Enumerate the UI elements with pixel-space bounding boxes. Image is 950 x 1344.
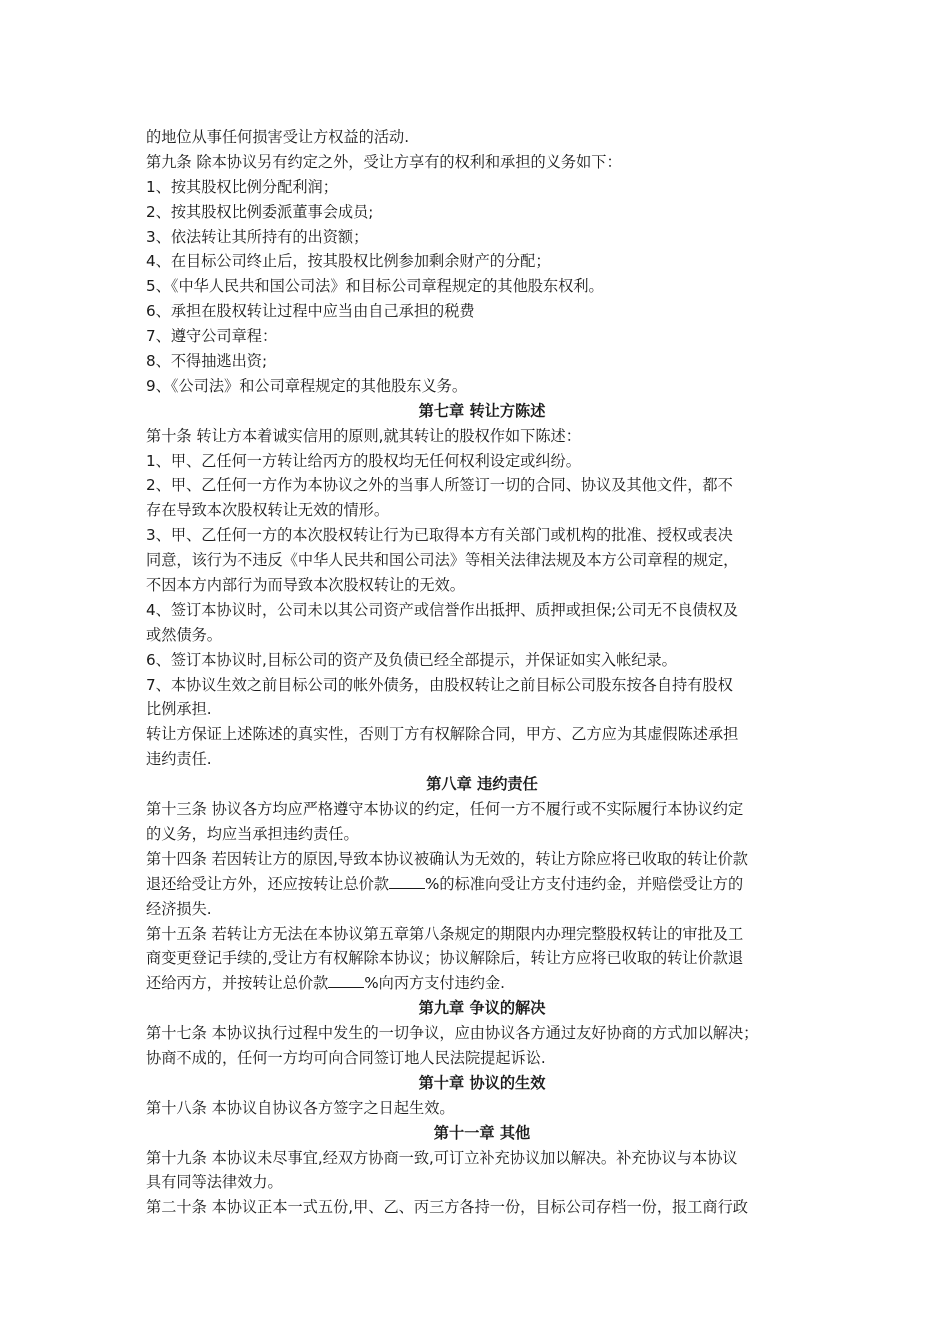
text-line: 的地位从事任何损害受让方权益的活动. <box>146 128 410 146</box>
list-item: 6、承担在股权转让过程中应当由自己承担的税费 <box>146 302 475 321</box>
list-item: 7、遵守公司章程： <box>146 327 278 346</box>
list-item: 2、按其股权比例委派董事会成员; <box>146 202 374 221</box>
article-9: 第九条 除本协议另有约定之外，受让方享有的权利和承担的义务如下： <box>146 152 622 171</box>
chapter-10-heading: 第十章 协议的生效 <box>418 1073 546 1092</box>
text-line: 具有同等法律效力。 <box>146 1173 283 1192</box>
text-segment: 还给丙方，并按转让总价款 <box>146 974 329 993</box>
fill-in-blank <box>389 874 425 889</box>
list-item: 2、甲、乙任何一方作为本协议之外的当事人所签订一切的合同、协议及其他文件，都不 <box>146 476 733 495</box>
article-20: 第二十条 本协议正本一式五份,甲、乙、丙三方各持一份，目标公司存档一份，报工商行政 <box>146 1198 748 1217</box>
text-line: 或然债务。 <box>146 625 222 644</box>
article-15: 第十五条 若转让方无法在本协议第五章第八条规定的期限内办理完整股权转让的审批及工 <box>146 924 744 943</box>
chapter-11-heading: 第十一章 其他 <box>433 1123 531 1142</box>
list-item: 1、甲、乙任何一方转让给丙方的股权均无任何权利设定或纠纷。 <box>146 451 581 470</box>
list-item: 4、签订本协议时，公司未以其公司资产或信誉作出抵押、质押或担保;公司无不良债权及 <box>146 600 738 619</box>
text-segment: %的标准向受让方支付违约金，并赔偿受让方的 <box>425 874 744 893</box>
text-line: 违约责任. <box>146 750 212 769</box>
text-line: 经济损失. <box>146 899 212 918</box>
text-line: 比例承担. <box>146 700 212 719</box>
chapter-9-heading: 第九章 争议的解决 <box>418 999 546 1018</box>
document-page <box>146 125 818 1220</box>
list-item: 7、本协议生效之前目标公司的帐外债务，由股权转让之前目标公司股东按各自持有股权 <box>146 675 733 694</box>
text-line: 存在导致本次股权转让无效的情形。 <box>146 501 389 520</box>
list-item: 8、不得抽逃出资; <box>146 352 268 371</box>
article-18: 第十八条 本协议自协议各方签字之日起生效。 <box>146 1098 455 1117</box>
list-item: 1、按其股权比例分配利润； <box>146 177 338 196</box>
list-item: 4、在目标公司终止后，按其股权比例参加剩余财产的分配； <box>146 252 551 271</box>
article-17: 第十七条 本协议执行过程中发生的一切争议，应由协议各方通过友好协商的方式加以解决； <box>146 1024 759 1043</box>
list-item: 6、签订本协议时,目标公司的资产及负债已经全部提示，并保证如实入帐纪录。 <box>146 650 677 669</box>
text-line: 的义务，均应当承担违约责任。 <box>146 824 359 843</box>
list-item: 3、依法转让其所持有的出资额； <box>146 227 369 246</box>
article-13: 第十三条 协议各方均应严格遵守本协议的约定，任何一方不履行或不实际履行本协议约定 <box>146 800 744 819</box>
article-19: 第十九条 本协议未尽事宜,经双方协商一致,可订立补充协议加以解决。补充协议与本协议 <box>146 1148 738 1167</box>
text-line: 商变更登记手续的,受让方有权解除本协议；协议解除后，转让方应将已收取的转让价款退 <box>146 949 744 968</box>
chapter-7-heading: 第七章 转让方陈述 <box>418 401 546 420</box>
text-segment: 退还给受让方外，还应按转让总价款 <box>146 874 389 893</box>
fill-in-blank <box>328 973 364 988</box>
text-line: 协商不成的，任何一方均可向合同签订地人民法院提起诉讼. <box>146 1048 546 1067</box>
text-segment: %向丙方支付违约金. <box>364 974 506 993</box>
list-item: 5、《中华人民共和国公司法》和目标公司章程规定的其他股东权利。 <box>146 277 604 296</box>
text-line-with-blank <box>146 971 818 996</box>
text-line-with-blank <box>146 872 818 897</box>
list-item: 3、甲、乙任何一方的本次股权转让行为已取得本方有关部门或机构的批准、授权或表决 <box>146 526 733 545</box>
text-line: 转让方保证上述陈述的真实性，否则丁方有权解除合同，甲方、乙方应为其虚假陈述承担 <box>146 725 739 744</box>
article-14: 第十四条 若因转让方的原因,导致本协议被确认为无效的，转让方除应将已收取的转让价款 <box>146 849 748 868</box>
text-line: 同意，该行为不违反《中华人民共和国公司法》等相关法律法规及本方公司章程的规定， <box>146 551 739 570</box>
list-item: 9、《公司法》和公司章程规定的其他股东义务。 <box>146 376 468 395</box>
article-10: 第十条 转让方本着诚实信用的原则,就其转让的股权作如下陈述： <box>146 426 581 445</box>
text-line: 不因本方内部行为而导致本次股权转让的无效。 <box>146 576 465 595</box>
chapter-8-heading: 第八章 违约责任 <box>426 775 538 794</box>
